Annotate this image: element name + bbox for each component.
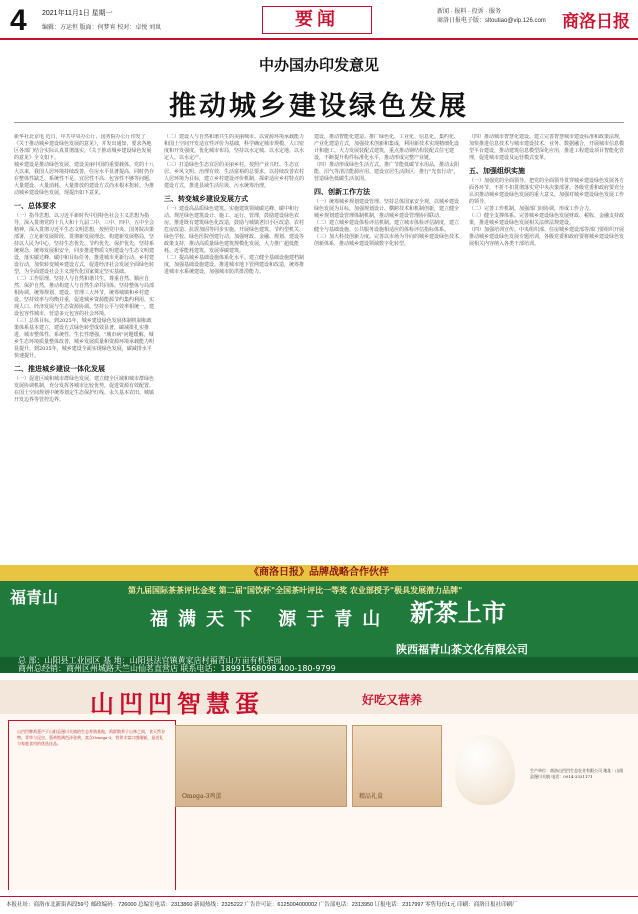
footer-bar: 本报社址：商洛市北新街西段59号 邮政编码：726000 总编室电话：2313860 新闻热线：2325222 广告许可证：6125004000002 广告部电话：2313950 订报电话：2317997 零售每份1元 印刷：商洛日报社印刷厂 bbox=[0, 896, 638, 914]
section-heading: 一、总体要求 bbox=[14, 201, 56, 210]
section-heading: 三、转变城乡建设发展方式 bbox=[164, 194, 248, 203]
egg-ad-title: 山凹凹智慧蛋 bbox=[90, 690, 264, 718]
ad-top-band: 《商洛日报》品牌战略合作伙伴 bbox=[0, 565, 638, 581]
article-column-1 bbox=[14, 134, 154, 554]
address-line: 总 部：山阳县工业园区 基 地：山阳县法官镇黄家店村福青山万亩有机茶园 bbox=[18, 656, 282, 665]
paragraph: （三）加大科技创新力度。完善以市场为导向的城乡建设绿色技术创新体系，推动城乡建设领域数字化转型。 bbox=[314, 234, 459, 247]
article-column-3 bbox=[314, 134, 459, 554]
egg-ad-description: 山凹凹牌鸡蛋产于山阳县漫川关镇的生态养殖基地，鸡群散养于山林之间，食天然谷物、青草与昆虫，蛋黄饱满色泽金黄，富含Omega-3，营养丰富口感细腻，是送礼与家庭食用的优选佳品。 bbox=[8, 720, 176, 890]
section-heading: 二、推进城乡建设一体化发展 bbox=[14, 364, 105, 373]
paragraph: （一）建设高品质绿色建筑。实施建筑领域碳达峰、碳中和行动。规范绿色建筑设计、施工、运行、管理，鼓励建设绿色农房。推进既有建筑绿色化改造，鼓励与城镇老旧小区改造、农村危房改造、抗震加固等同步实施。开展绿色建筑、节约型机关、绿色学校、绿色医院创建行动。加强财政、金融、规划、建设等政策支持，推动高质量绿色建筑规模化发展，大力推广超低能耗、近零能耗建筑，发展零碳建筑。 bbox=[164, 206, 304, 254]
gift-box-image bbox=[352, 725, 442, 807]
paragraph: （四）推动形成绿色生活方式。推广节能低碳节水用品，推动太阳能、沼气等清洁能源应用。建设宜居生活街区，推行"光盘行动"，营造绿色低碳生活氛围。 bbox=[314, 162, 459, 182]
egg-image bbox=[455, 735, 515, 805]
section-heading: 五、加强组织实施 bbox=[469, 166, 525, 175]
article-title: 推动城乡建设绿色发展 bbox=[169, 91, 469, 122]
paragraph: （二）建立城乡建设体检评估机制。建立城市体检评估制度，建立健全与基础设施、公共服务设施相适应的体检评估指标体系。 bbox=[314, 220, 459, 233]
contact-bar bbox=[0, 657, 638, 673]
header-divider bbox=[0, 38, 638, 40]
box-label: Omega-3鸡蛋 bbox=[182, 793, 222, 800]
paragraph: 城乡建设是推动绿色发展、建设美丽中国的重要载体。党的十八大以来，我国人居环境持续改善，住房水平显著提高，同时仍存在整体性缺乏、系统性不足、宜居性不高、包容性不够等问题，大量建设、大量消耗、大量排放的建设方式尚未根本扭转。为推动城乡建设绿色发展，现提出如下意见。 bbox=[14, 162, 154, 196]
article-column-4 bbox=[469, 134, 624, 554]
article-kicker: 中办国办印发意见 bbox=[258, 56, 379, 74]
page-number: 4 bbox=[10, 4, 27, 37]
paragraph: （一）加强党的全面领导。把党的全面领导贯穿城乡建设绿色发展各方面各环节，不折不扣贯彻落实党中央决策部署。各级党委和政府要充分认识推动城乡建设绿色发展的重大意义，加强对城乡建设绿色发展工作的领导。 bbox=[469, 178, 624, 205]
paragraph: （二）提高城乡基础设施体系化水平。建立健全基础设施建档制度，加强基础设施建设。推进城市地下管网建设和改造，统筹推进城市水系统建设，加强城市防洪排涝能力。 bbox=[164, 255, 304, 275]
paragraph: （三）健全支撑体系。完善城乡建设绿色发展财政、税收、金融支持政策，推进城乡建设绿色发展相关法律法规建设。 bbox=[469, 213, 624, 226]
title-rule bbox=[14, 122, 624, 123]
egg-ad-tagline: 好吃又营养 bbox=[362, 693, 423, 707]
phone-line: 商州总经销：商州区州城路天竺山仙茗直营店 联系电话：18991568098 400-180-9799 bbox=[18, 664, 336, 673]
masthead bbox=[0, 0, 638, 40]
paragraph: （三）打造绿色生态宜居的美丽乡村。按照产业兴旺、生态宜居、乡风文明、治理有效、生活富裕的总要求，以持续改善农村人居环境为目标，建立乡村建设评价机制，探索适应乡村特点的建设方式，推进县域生活垃圾、污水统筹治理。 bbox=[164, 162, 304, 189]
paragraph: （四）加强培训宣传。中央组织部、住房城乡建设部等部门要组织开展推动城乡建设绿色发展专题培训，各级党委和政府要将城乡建设绿色发展相关内容纳入各类干部培训。 bbox=[469, 227, 624, 247]
egg-advertisement bbox=[0, 680, 638, 890]
egg-box-image bbox=[175, 725, 347, 807]
box-label: 精品礼盒 bbox=[359, 793, 384, 800]
tea-brand-logo: 福青山 bbox=[10, 588, 59, 607]
editor-line: 编辑：方运恒 版面：何梦宵 校对：卓悦 刘岚 bbox=[42, 25, 162, 31]
new-tea-calligraphy: 新茶上市 bbox=[410, 598, 506, 627]
section-heading: 四、创新工作方法 bbox=[314, 187, 370, 196]
paragraph: （一）指导思想。以习近平新时代中国特色社会主义思想为指导，深入贯彻党的十九大和十九届二中、三中、四中、五中全会精神，深入贯彻习近平生态文明思想，按照党中央、国务院决策部署，立足新发展阶段、贯彻新发展理念、构建新发展格局，坚持以人民为中心，坚持生态优先、节约优先、保护优先，坚持系统观念，统筹发展和安全，同步推进物质文明建设与生态文明建设，落实碳达峰、碳中和目标任务，推进城市更新行动、乡村建设行动，加快转变城乡建设方式，促进经济社会发展全面绿色转型，为全面建设社会主义现代化国家奠定坚实基础。 bbox=[14, 213, 154, 275]
ad-slogan: 福满天下 源于青山 bbox=[150, 609, 391, 630]
article-column-2 bbox=[164, 134, 304, 554]
tip-line-1: 新闻 · 报料 · 投诉 · 服务 bbox=[437, 9, 501, 15]
tip-line-2: 商洛日报电子版：sltoutiao@vip.126.com bbox=[437, 18, 546, 24]
paragraph: （二）建设人与自然和谐共生的美丽城市。以资源环境承载能力和国土空间开发适宜性评价为基础，科学确定城市规模、人口密度和开发强度，优化城市布局，坚持以水定城、以水定地、以水定人、以水定产。 bbox=[164, 134, 304, 161]
section-label: 要闻 bbox=[262, 6, 372, 34]
producer-info: 生产单位：商洛山凹凹生态农业有限公司 地址：山阳县漫川关镇 电话：0914-3331171 bbox=[530, 768, 624, 779]
egg-ad-header bbox=[0, 680, 638, 718]
paragraph: （一）统筹城乡规划建设管理。坚持总体国家安全观，以城乡建设绿色发展为目标，加强规划设计、横跨技术和机制创新，建立健全城乡规划建设管理体制机制，推动城乡建设管理协同联动。 bbox=[314, 199, 459, 219]
paragraph: 建设，推动智能化建造。推广绿色化、工业化、信息化、集约化、产业化建造方式，加强技术创新和集成，利用新技术实现精细化设计和施工。大力发展装配式建筑，重点推动钢结构装配式住宅建设，不断提升构件标准化水平，推动形成完整产业链。 bbox=[314, 134, 459, 161]
paragraph: （二）工作原理。坚持人与自然和谐共生，尊重自然、顺应自然、保护自然，推动构建人与自然生命共同体。坚持整体与局部相协调，统筹规划、建设、管理三大环节，统筹城镇和乡村建设。坚持效率与均衡并重，促进城乡资源能源节约集约利用，实现人口、经济发展与生态资源协调。坚持公平与效率相统一，建设包容性城市，营造多元包容的社会环境。 bbox=[14, 276, 154, 317]
newspaper-logo: 商洛日报 bbox=[562, 12, 630, 32]
award-line: 第九届国际茶茶评比金奖 第二届"国饮杯"全国茶叶评比一等奖 农业部授予"极具发展潜力品牌" bbox=[128, 586, 463, 595]
paragraph: （一）促进区域和城市群绿色发展。建立健全区域和城市群绿色发展协调机制，充分发挥各城市比较优势，促进资源有效配置。在国土空间规划中统筹划定生态保护红线、永久基本农田、城镇开发边界等管控边界。 bbox=[14, 376, 154, 403]
paragraph: （四）推动城市智慧化建设。建立完善智慧城市建设标准和政策法规，加快推进信息技术与城市建设技术、业务、数据融合，开展城市信息模型平台建设，推动建筑信息模型深化应用，推进工程建设项目智能化管理，促进城市建设及运营模式变革。 bbox=[469, 134, 624, 161]
tip-lines bbox=[437, 8, 546, 26]
company-name: 陕西福青山茶文化有限公司 bbox=[396, 643, 528, 656]
paragraph: （二）完善工作机制。加强部门间协调，形成工作合力。 bbox=[469, 206, 595, 212]
tea-advertisement bbox=[0, 565, 638, 673]
date-line: 2021年11月1日 星期一 bbox=[42, 10, 113, 17]
paragraph: （三）总体目标。到2025年，城乡建设绿色发展体制机制和政策体系基本建立，建设方式绿色转型成效显著，碳减排扎实推进，城市整体性、系统性、生长性增强，"城市病"问题缓解，城乡生态环境质量整体改善，城乡发展质量和资源环境承载能力明显提升。到2035年，城乡建设全面实现绿色发展，碳减排水平快速提升。 bbox=[14, 318, 154, 359]
paragraph: 新华社北京电 近日，中共中央办公厅、国务院办公厅印发了《关于推动城乡建设绿色发展的意见》，并发出通知，要求各地区各部门结合实际认真贯彻落实。《关于推动城乡建设绿色发展的意见》全文如下。 bbox=[14, 134, 152, 161]
